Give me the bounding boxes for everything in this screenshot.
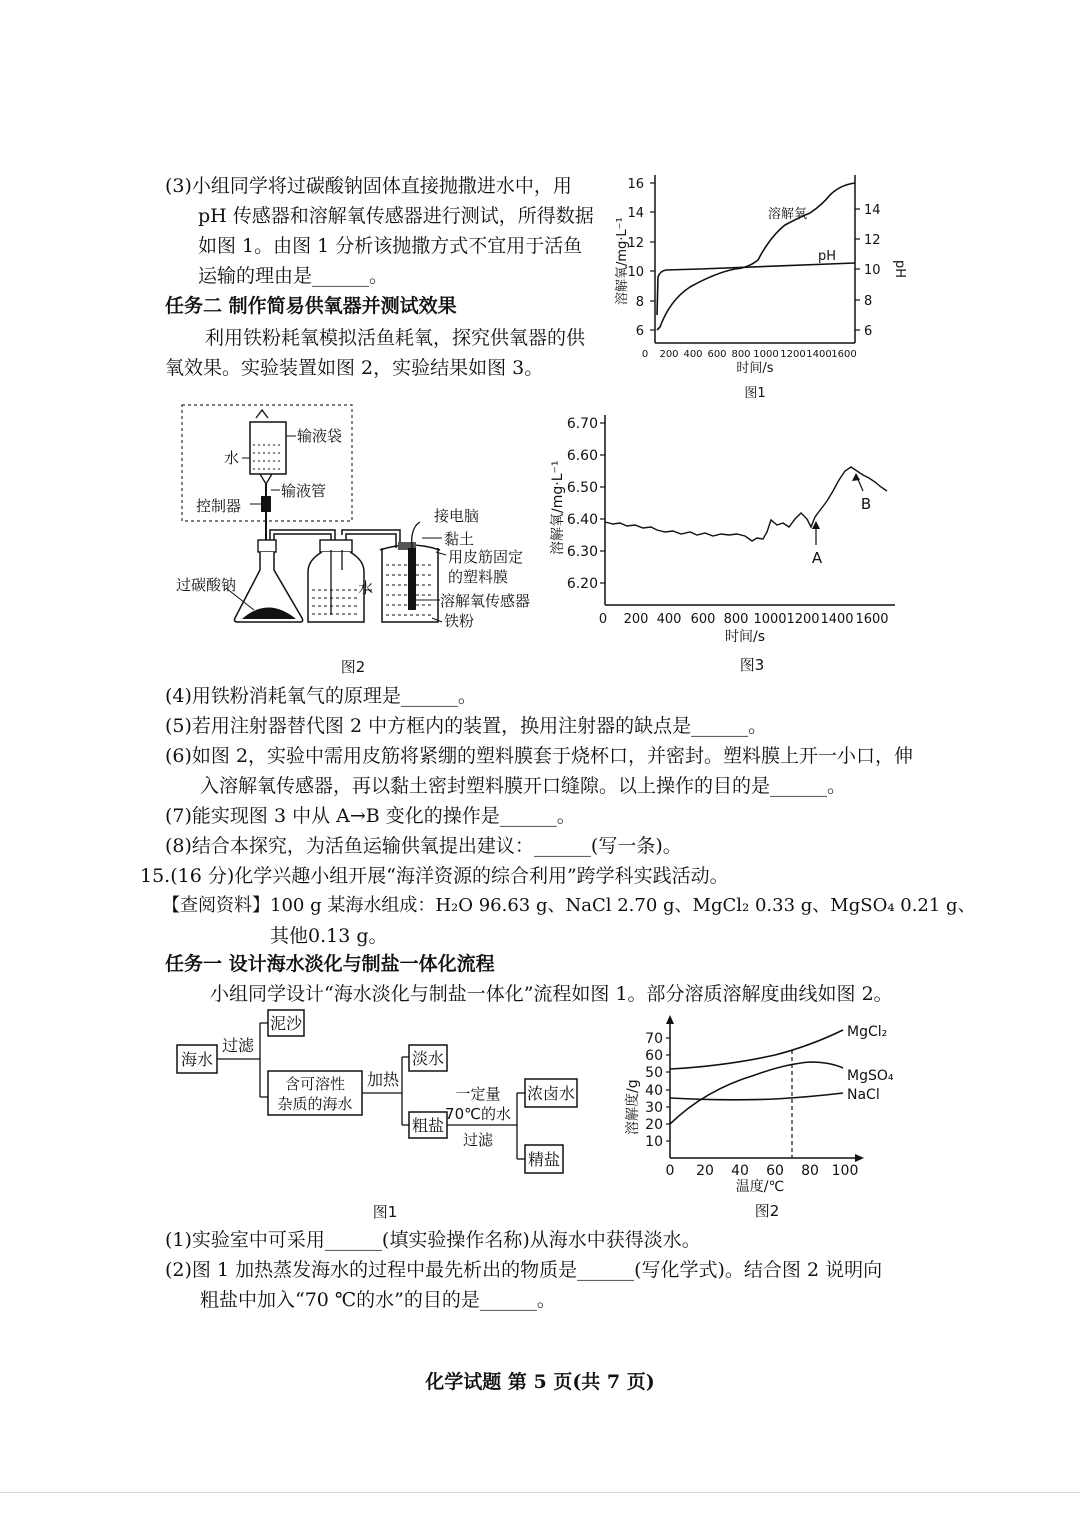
fig3-x-tick: 1400 — [820, 612, 854, 627]
fig1-x-tick: 600 — [707, 349, 727, 360]
fig3-y-label: 溶解氧/mg·L⁻¹ — [550, 460, 566, 555]
curve-mgcl2 — [670, 1030, 843, 1069]
task2-line2: 氧效果。实验装置如图 2，实验结果如图 3。 — [165, 357, 544, 379]
solubility-chart — [605, 1010, 905, 1225]
fig3-x-tick: 1600 — [855, 612, 889, 627]
label-sensor: 溶解氧传感器 — [440, 592, 531, 610]
sol-y-tick: 10 — [645, 1134, 663, 1150]
do-sensor — [408, 548, 416, 610]
q14-3-line4: 运输的理由是______。 — [198, 265, 389, 287]
fig3-x-tick: 200 — [623, 612, 649, 627]
fig3-point-b: B — [860, 495, 872, 513]
fig1-x-label: 时间/s — [736, 361, 774, 376]
q15-intro: 小组同学设计“海水淡化与制盐一体化”流程如图 1。部分溶质溶解度曲线如图 2。 — [210, 983, 893, 1005]
fig1-yright-label: pH — [892, 260, 907, 279]
figure-2-apparatus — [170, 400, 555, 690]
sol-y-tick: 30 — [645, 1100, 663, 1116]
fig1-x-tick: 1200 — [780, 349, 806, 360]
fig3-x-tick: 600 — [690, 612, 716, 627]
flow-caption: 图1 — [372, 1203, 398, 1221]
sol-caption: 图2 — [754, 1202, 780, 1220]
figure-3-chart — [545, 405, 905, 685]
fig2-caption: 图2 — [340, 658, 366, 676]
q15-1: (1)实验室中可采用______(填实验操作名称)从海水中获得淡水。 — [165, 1229, 701, 1251]
fig1-yleft-tick: 12 — [627, 236, 644, 251]
fig1-yright-tick: 8 — [864, 294, 873, 309]
q14-5: (5)若用注射器替代图 2 中方框内的装置，换用注射器的缺点是______。 — [165, 715, 768, 737]
sol-y-tick: 20 — [645, 1117, 663, 1133]
label-mgcl2: MgCl₂ — [847, 1024, 888, 1040]
fig3-point-a: A — [811, 549, 823, 567]
q15-2b: 粗盐中加入“70 ℃的水”的目的是______。 — [200, 1289, 556, 1311]
fig3-x-tick: 1200 — [786, 612, 820, 627]
sol-y-tick: 40 — [645, 1083, 663, 1099]
sol-y-tick: 60 — [645, 1048, 663, 1064]
label-nacl: NaCl — [847, 1087, 880, 1103]
sol-x-tick: 0 — [665, 1163, 675, 1179]
fig1-x-tick: 0 — [641, 349, 649, 360]
fig1-x-tick: 1000 — [753, 349, 779, 360]
flow-crude: 粗盐 — [411, 1116, 445, 1135]
sol-x-label: 温度/℃ — [735, 1179, 785, 1195]
sol-x-tick: 60 — [766, 1163, 784, 1179]
flow-soluble2: 杂质的海水 — [277, 1095, 353, 1113]
q14-4: (4)用铁粉消耗氧气的原理是______。 — [165, 685, 477, 707]
fig1-x-tick: 1400 — [806, 349, 832, 360]
label-water1: 水 — [224, 449, 240, 467]
fig3-x-tick: 800 — [723, 612, 749, 627]
label-water2: 水 — [358, 579, 374, 597]
fig1-yleft-tick: 8 — [635, 295, 644, 310]
label-film2: 的塑料膜 — [448, 568, 509, 586]
q15-ref-a: 【查阅资料】100 g 某海水组成：H₂O 96.63 g、NaCl 2.70 g、MgCl₂ 0.33 g、MgSO₄ 0.21 g、 — [162, 895, 976, 916]
flow-cond2: 70℃的水 — [445, 1105, 511, 1123]
fig3-y-tick: 6.30 — [566, 544, 598, 560]
q15-task1: 任务一 设计海水淡化与制盐一体化流程 — [165, 953, 495, 975]
fig3-caption: 图3 — [739, 656, 765, 674]
flow-brine: 浓卤水 — [526, 1084, 576, 1103]
fig1-yright-tick: 10 — [864, 263, 881, 278]
label-iron: 铁粉 — [444, 612, 475, 630]
figure-1-chart — [600, 165, 920, 405]
flow-heat: 加热 — [366, 1070, 400, 1089]
fig1-x-tick: 400 — [683, 349, 703, 360]
flow-filter1: 过滤 — [221, 1036, 255, 1055]
fig1-ph-label: pH — [818, 249, 837, 264]
wash-bottle — [308, 552, 364, 622]
sol-x-tick: 80 — [801, 1163, 819, 1179]
fig3-y-tick: 6.70 — [566, 416, 598, 432]
sol-x-tick: 40 — [731, 1163, 749, 1179]
label-clay: 黏土 — [444, 530, 475, 548]
fig3-x-tick: 0 — [598, 612, 608, 627]
sol-x-tick: 20 — [696, 1163, 714, 1179]
label-computer: 接电脑 — [434, 507, 480, 525]
flowchart-figure-1 — [165, 1005, 595, 1225]
flow-fresh: 淡水 — [411, 1049, 445, 1068]
label-percarbonate: 过碳酸钠 — [176, 576, 237, 594]
fig1-x-tick: 200 — [659, 349, 679, 360]
curve-mgso4 — [670, 1062, 843, 1124]
label-film: 用皮筋固定 — [448, 548, 524, 566]
q15-stem: 15.(16 分)化学兴趣小组开展“海洋资源的综合利用”跨学科实践活动。 — [140, 865, 729, 887]
fig3-y-tick: 6.50 — [566, 480, 598, 496]
fig1-yleft-tick: 10 — [627, 265, 644, 280]
sol-y-tick: 70 — [645, 1031, 663, 1047]
sol-y-label: 溶解度/g — [625, 1079, 641, 1135]
fig3-x-label: 时间/s — [724, 629, 766, 645]
fig1-x-tick: 1600 — [831, 349, 857, 360]
fig3-y-tick: 6.60 — [566, 448, 598, 464]
q14-3-line2: pH 传感器和溶解氧传感器进行测试，所得数据 — [198, 205, 594, 227]
fig1-caption: 图1 — [744, 386, 766, 401]
page-footer: 化学试题 第 5 页(共 7 页) — [425, 1371, 655, 1393]
flow-refined: 精盐 — [527, 1150, 561, 1169]
task2-line1: 利用铁粉耗氧模拟活鱼耗氧，探究供氧器的供 — [205, 327, 586, 349]
fig1-x-tick: 800 — [731, 349, 751, 360]
fig3-x-tick: 1000 — [753, 612, 787, 627]
fig3-x-tick: 400 — [656, 612, 682, 627]
q14-6b: 入溶解氧传感器，再以黏土密封塑料膜开口缝隙。以上操作的目的是______。 — [200, 775, 847, 797]
fig3-y-tick: 6.20 — [566, 576, 598, 592]
fig3-do-curve — [605, 467, 887, 541]
sol-x-tick: 100 — [831, 1163, 859, 1179]
flow-seawater: 海水 — [180, 1050, 214, 1069]
q15-ref-b: 其他0.13 g。 — [270, 925, 388, 947]
fig1-yleft-label: 溶解氧/mg·L⁻¹ — [615, 217, 630, 305]
label-mgso4: MgSO₄ — [847, 1068, 894, 1084]
fig1-yleft-tick: 16 — [627, 177, 644, 192]
fig1-yright-tick: 12 — [864, 233, 881, 248]
infusion-bag — [250, 422, 286, 474]
label-bag: 输液袋 — [297, 427, 343, 445]
q14-6a: (6)如图 2，实验中需用皮筋将紧绷的塑料膜套于烧杯口，并密封。塑料膜上开一小口，伸 — [165, 745, 914, 767]
q14-3-line3: 如图 1。由图 1 分析该抛撒方式不宜用于活鱼 — [198, 235, 583, 257]
fig1-yright-tick: 6 — [864, 324, 873, 339]
flow-filter2: 过滤 — [462, 1131, 494, 1149]
fig1-yleft-tick: 14 — [627, 206, 644, 221]
fig3-y-tick: 6.40 — [566, 512, 598, 528]
controller-block — [261, 496, 271, 512]
flow-silt: 泥沙 — [269, 1014, 303, 1033]
flow-cond1: 一定量 — [455, 1085, 501, 1103]
q14-3-line1: (3)小组同学将过碳酸钠固体直接抛撒进水中，用 — [165, 175, 572, 197]
q15-2a: (2)图 1 加热蒸发海水的过程中最先析出的物质是______(写化学式)。结合图 2 说明向 — [165, 1259, 883, 1281]
scan-edge-line — [0, 1492, 1080, 1493]
label-tube: 输液管 — [281, 482, 327, 500]
label-controller: 控制器 — [196, 497, 242, 515]
curve-nacl — [670, 1093, 843, 1100]
sol-y-tick: 50 — [645, 1065, 663, 1081]
flow-soluble1: 含可溶性 — [284, 1075, 346, 1093]
fig1-yright-tick: 14 — [864, 203, 881, 218]
fig1-yleft-tick: 6 — [635, 324, 644, 339]
q14-7: (7)能实现图 3 中从 A→B 变化的操作是______。 — [165, 805, 576, 827]
task2-heading: 任务二 制作简易供氧器并测试效果 — [165, 295, 457, 317]
fig1-do-label: 溶解氧 — [768, 207, 808, 222]
q14-8: (8)结合本探究，为活鱼运输供氧提出建议：______(写一条)。 — [165, 835, 682, 857]
